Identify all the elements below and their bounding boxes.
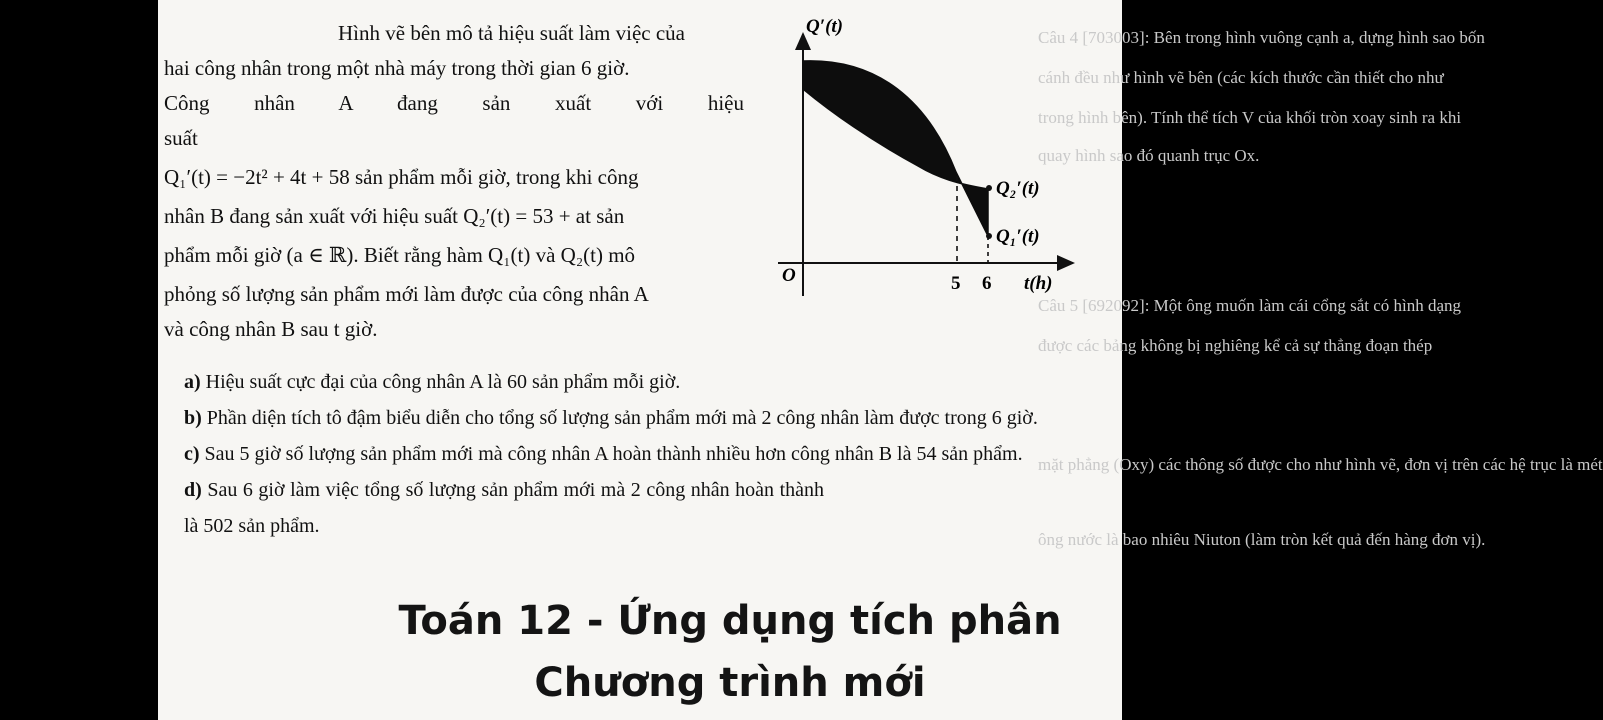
- option-label: a): [184, 371, 201, 393]
- option-c: [184, 436, 1069, 472]
- statement-line: Công nhân A đang sản xuất với hiệu suất: [164, 91, 744, 150]
- bleed-through-line: mặt phẳng (Oxy) các thông số được cho như hình vẽ, đơn vị trên các hệ trục là mét: [1038, 455, 1603, 474]
- option-b: [184, 400, 1069, 436]
- problem-statement: [164, 16, 744, 347]
- statement-line: và công nhân B sau t giờ.: [164, 317, 378, 341]
- bleed-through-line: được các bảng không bị nghiêng kể cả sự thẳng đoạn thép: [1038, 336, 1433, 355]
- document-page: [158, 0, 1603, 720]
- option-label: b): [184, 407, 202, 429]
- statement-line: Q₁′(t) = −2t² + 4t + 58 sản phẩm mỗi giờ, trong khi công: [164, 165, 639, 189]
- option-a: [184, 364, 1069, 400]
- curve1-label: Q₁′(t): [996, 226, 1040, 247]
- origin-label: O: [782, 265, 796, 286]
- curve2-label: Q₂′(t): [996, 178, 1040, 199]
- option-text: Sau 6 giờ làm việc tổng số lượng sản phẩm mới mà 2 công nhân hoàn thành là 502 sản phẩm.: [184, 479, 825, 537]
- banner-title: Toán 12 - Ứng dụng tích phân: [398, 598, 1062, 644]
- option-label: d): [184, 479, 202, 501]
- bleed-through-line: Câu 4 [703003]: Bên trong hình vuông cạnh a, dựng hình sao bốn: [1038, 28, 1485, 47]
- statement-line: phẩm mỗi giờ (a ∈ ℝ). Biết rằng hàm Q₁(t) và Q₂(t) mô: [164, 243, 636, 267]
- y-axis-label: Q′(t): [806, 16, 843, 37]
- statement-line: nhân B đang sản xuất với hiệu suất Q₂′(t) = 53 + at sản: [164, 204, 625, 228]
- bleed-through-line: ông nước là bao nhiêu Niuton (làm tròn kết quả đến hàng đơn vị).: [1038, 530, 1486, 549]
- option-text: Hiệu suất cực đại của công nhân A là 60 sản phẩm mỗi giờ.: [205, 371, 681, 393]
- x-axis-label: t(h): [1024, 273, 1053, 294]
- bleed-through-line: Câu 5 [692092]: Một ông muốn làm cái cổng sắt có hình dạng: [1038, 296, 1462, 315]
- statement-line: hai công nhân trong một nhà máy trong thời gian 6 giờ.: [164, 56, 630, 80]
- banner-subtitle: Chương trình mới: [534, 660, 926, 706]
- option-text: Phần diện tích tô đậm biểu diễn cho tổng số lượng sản phẩm mới mà 2 công nhân làm được trong 6 giờ.: [206, 407, 1038, 429]
- statement-line: Hình vẽ bên mô tả hiệu suất làm việc của: [338, 21, 685, 45]
- shaded-region: [803, 61, 988, 236]
- tick-label-5: 5: [951, 273, 961, 294]
- statement-line: phỏng số lượng sản phẩm mới làm được của công nhân A: [164, 282, 649, 306]
- tick-label-6: 6: [982, 273, 992, 294]
- answer-options: [184, 364, 1069, 544]
- q1-endpoint: [986, 233, 992, 239]
- efficiency-graph: [768, 6, 1078, 306]
- q2-endpoint: [986, 185, 992, 191]
- option-text: Sau 5 giờ số lượng sản phẩm mới mà công nhân A hoàn thành nhiều hơn công nhân B là 54 sản phẩm.: [204, 443, 1023, 465]
- bleed-through-line: cánh đều như hình vẽ bên (các kích thước cần thiết cho như: [1038, 68, 1444, 87]
- option-label: c): [184, 443, 200, 465]
- bleed-through-line: trong hình bên). Tính thể tích V của khối tròn xoay sinh ra khi: [1038, 108, 1462, 127]
- option-d: [184, 472, 824, 544]
- bleed-through-line: quay hình sao đó quanh trục Ox.: [1038, 146, 1260, 165]
